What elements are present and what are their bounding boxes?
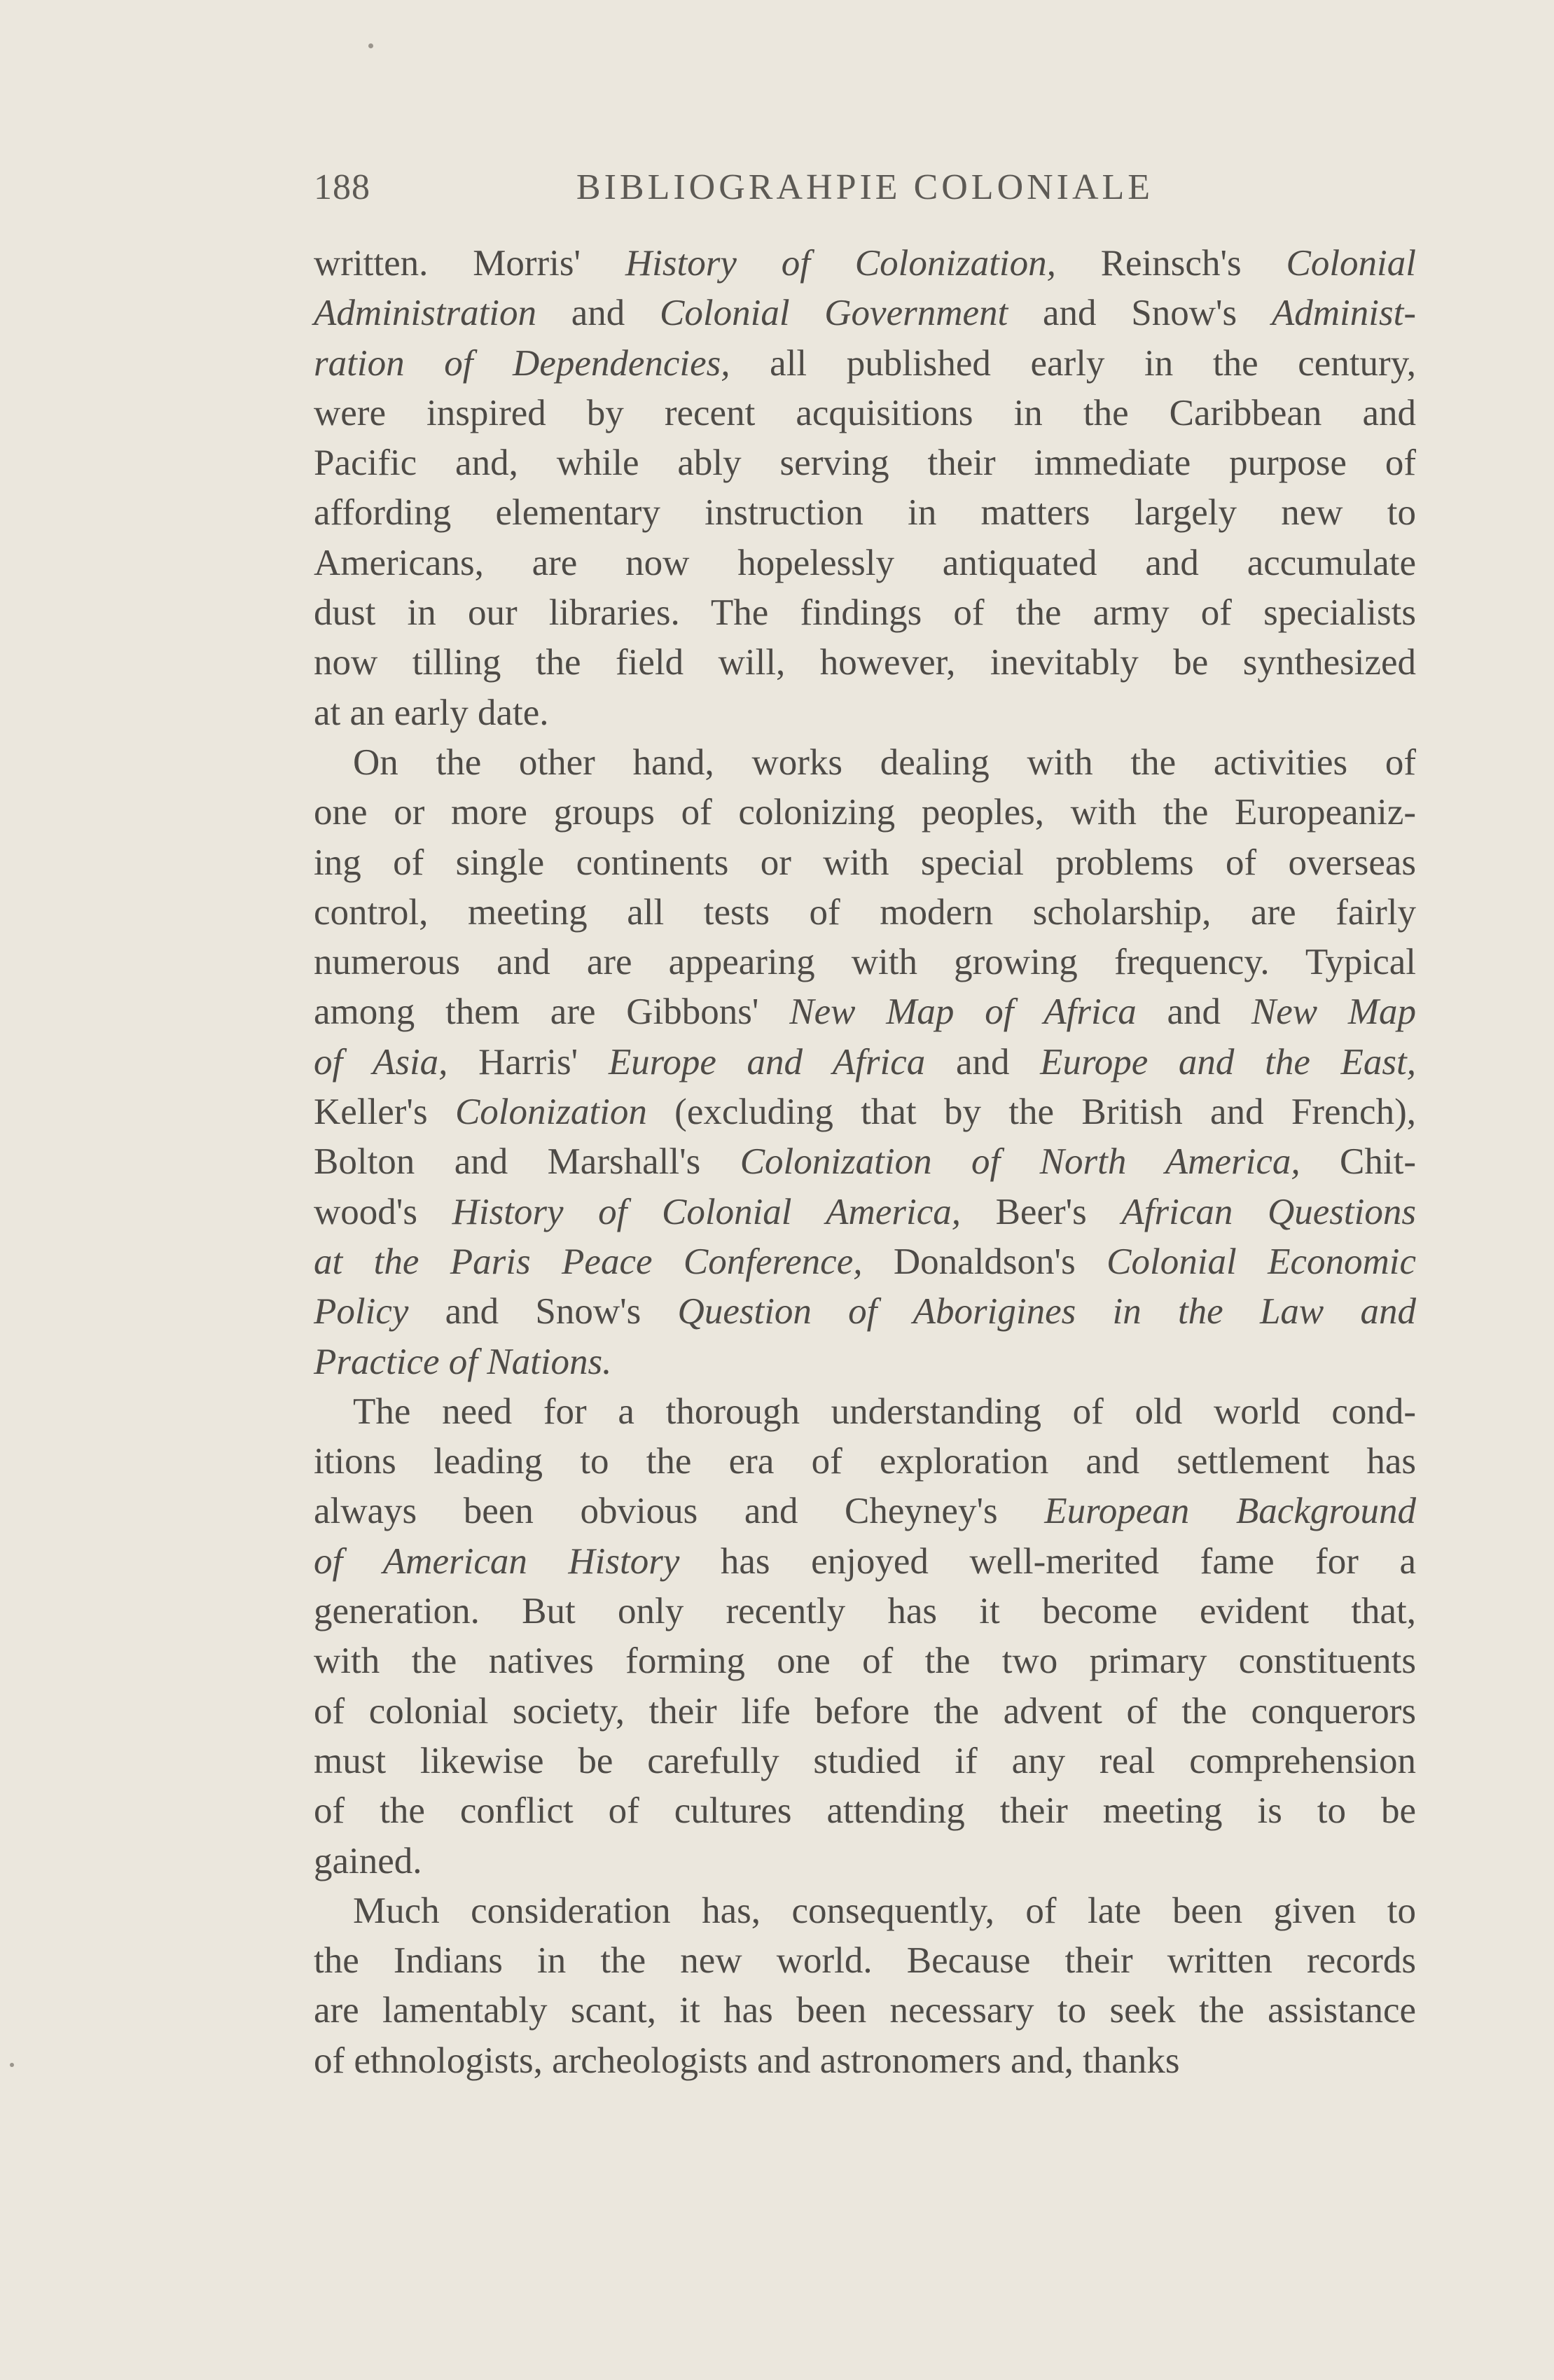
text-run: among them are Gibbons' [314,991,790,1033]
paragraph [314,738,1416,1387]
text-line [314,1487,1416,1536]
text-run: written. Morris' [314,243,625,284]
text-line [314,288,1416,338]
text-line [314,538,1416,588]
running-title: BIBLIOGRAHPIE COLONIALE [576,167,1154,207]
text-line [314,1986,1416,2035]
text-line [314,738,1416,788]
italic-title: ration of Dependencies, [314,342,730,384]
italic-title: Policy [314,1291,409,1332]
text-run: always been obvious and Cheyney's [314,1491,1045,1532]
text-run: Bolton and Marshall's [314,1141,740,1183]
text-line [314,488,1416,538]
paragraph [314,239,1416,738]
paragraph [314,1886,1416,2086]
text-line [314,638,1416,688]
text-run: of the conflict of cultures attending their meeting is to be [314,1790,1416,1832]
text-line [314,1886,1416,1936]
text-line [314,2036,1416,2086]
italic-title: African Questions [1121,1191,1416,1232]
italic-title: European Background [1044,1491,1417,1532]
italic-title: New Map [1251,991,1417,1033]
italic-title: of American History [314,1540,680,1582]
text-run: Pacific and, while ably serving their immediate purpose of [314,443,1416,484]
paper-speck [10,2063,14,2067]
text-run: ing of single continents or with special problems of overseas [314,842,1416,883]
text-run: and [1136,991,1251,1033]
italic-title: of Asia, [314,1041,448,1083]
text-line [314,1837,1416,1886]
text-run: and [925,1041,1041,1083]
italic-title: Administration [314,293,537,334]
italic-title: Practice of Nations. [314,1341,612,1382]
text-run: at an early date. [314,692,549,733]
text-run: generation. But only recently has it become evident that, [314,1591,1416,1632]
text-line [314,1237,1416,1287]
text-run: the Indians in the new world. Because their written records [314,1940,1416,1982]
text-line [314,888,1416,938]
text-run: has enjoyed well-merited fame for a [679,1540,1416,1582]
text-line [314,688,1416,738]
text-run: itions leading to the era of exploration and settlement has [314,1441,1416,1482]
italic-title: at the Paris Peace Conference, [314,1241,863,1282]
text-line [314,1936,1416,1986]
text-line [314,1786,1416,1836]
paragraph [314,1387,1416,1886]
text-run: are lamentably scant, it has been necessary to seek the assistance [314,1990,1416,2031]
text-run: with the natives forming one of the two primary constituents [314,1641,1416,1682]
text-run: numerous and are appearing with growing frequency. Typical [314,942,1416,983]
italic-title: Colonial Government [660,293,1008,334]
text-line [314,1287,1416,1337]
italic-title: Europe and Africa [608,1041,926,1083]
italic-title: Europe and the East, [1040,1041,1417,1083]
text-line [314,1337,1416,1387]
text-run: (excluding that by the British and French), [646,1092,1416,1133]
text-run: Beer's [960,1191,1122,1232]
text-run: dust in our libraries. The findings of the army of specialists [314,592,1416,634]
italic-title: Colonization [455,1092,647,1133]
text-run: Reinsch's [1055,243,1286,284]
text-run: wood's [314,1191,452,1232]
page-number: 188 [314,167,370,207]
text-line [314,938,1416,987]
text-line [314,1038,1416,1087]
text-line [314,1537,1416,1587]
text-run: affording elementary instruction in matters largely new to [314,492,1416,534]
text-run: control, meeting all tests of modern scholarship, are fairly [314,891,1416,933]
text-run: Americans, are now hopelessly antiquated and accumulate [314,542,1416,583]
paper-speck [368,43,373,48]
text-run: must likewise be carefully studied if any real comprehension [314,1740,1416,1781]
italic-title: Colonial Economic [1106,1241,1417,1282]
italic-title: History of Colonization, [625,243,1056,284]
italic-title: History of Colonial America, [452,1191,961,1232]
text-run: Donaldson's [862,1241,1107,1282]
text-line [314,588,1416,638]
text-run: On the other hand, works dealing with the activities of [353,742,1416,783]
text-line [314,339,1416,389]
italic-title: New Map of Africa [789,991,1137,1033]
text-line [314,1087,1416,1137]
text-run: one or more groups of colonizing peoples, with the Europeaniz- [314,792,1416,833]
text-line [314,1437,1416,1487]
body-text [314,239,1416,2086]
text-line [314,1137,1416,1187]
text-line [314,1387,1416,1437]
text-run: Keller's [314,1092,455,1133]
text-run: Chit- [1300,1141,1417,1183]
text-line [314,1636,1416,1686]
italic-title: Administ- [1271,293,1416,334]
text-run: were inspired by recent acquisitions in the Caribbean and [314,392,1416,433]
text-run: Much consideration has, consequently, of late been given to [353,1890,1416,1931]
text-line [314,1687,1416,1737]
text-run: all published early in the century, [730,342,1416,384]
page-header [314,160,1416,216]
text-run: and Snow's [408,1291,678,1332]
text-line [314,1587,1416,1636]
text-run: Harris' [448,1041,609,1083]
text-line [314,438,1416,488]
italic-title: Colonial [1286,243,1416,284]
text-run: The need for a thorough understanding of old world cond- [353,1391,1416,1432]
text-line [314,788,1416,837]
text-run: now tilling the field will, however, inevitably be synthesized [314,642,1416,683]
text-line [314,389,1416,438]
text-line [314,838,1416,888]
text-run: and [536,293,660,334]
italic-title: Colonization of North America, [740,1141,1300,1183]
text-run: of ethnologists, archeologists and astronomers and, thanks [314,2040,1180,2081]
text-run: of colonial society, their life before the advent of the conquerors [314,1690,1416,1732]
text-line [314,1188,1416,1237]
text-line [314,987,1416,1037]
text-run: gained. [314,1840,422,1881]
text-run: and Snow's [1008,293,1272,334]
italic-title: Question of Aborigines in the Law and [677,1291,1417,1332]
text-line [314,239,1416,288]
text-line [314,1737,1416,1786]
